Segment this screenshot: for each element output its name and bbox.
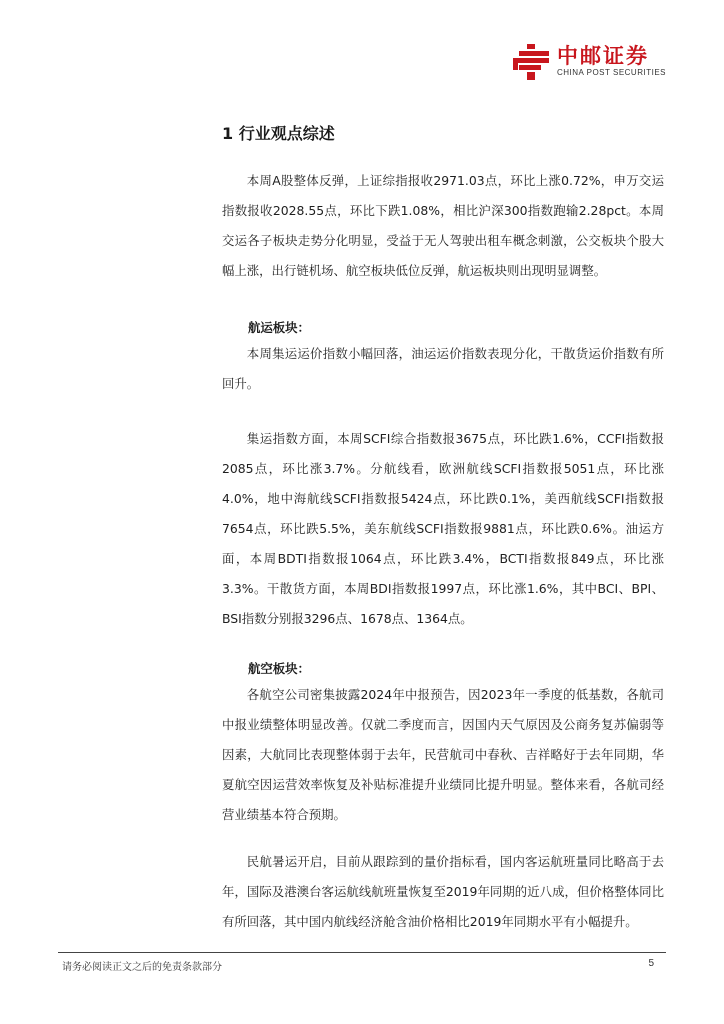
intro-paragraph — [222, 166, 664, 286]
shipping-heading: 航运板块： — [248, 320, 310, 335]
shipping-text-1: 本周集运运价指数小幅回落，油运运价指数表现分化，干散货运价指数有所回升。 — [222, 346, 664, 391]
brand-name-cn: 中邮证券 — [556, 44, 649, 68]
brand-name-en: CHINA POST SECURITIES — [556, 68, 666, 77]
aviation-paragraph-2 — [222, 847, 664, 937]
brand-logo — [513, 44, 666, 80]
shipping-paragraph-1 — [222, 339, 664, 399]
shipping-paragraph-2 — [222, 424, 664, 634]
aviation-paragraph-1 — [222, 680, 664, 830]
footer-divider — [58, 952, 666, 953]
footer-disclaimer: 请务必阅读正文之后的免责条款部分 — [62, 962, 222, 973]
section-title: 1 行业观点综述 — [222, 124, 335, 143]
china-post-logo-icon — [513, 44, 553, 80]
page-number: 5 — [648, 958, 654, 969]
aviation-heading: 航空板块： — [248, 661, 310, 676]
aviation-text-1: 各航空公司密集披露2024年中报预告，因2023年一季度的低基数，各航司中报业绩整体明显改善。仅就二季度而言，因国内天气原因及公商务复苏偏弱等因素，大航同比表现整体弱于去年，民营航司中春秋、吉祥略好于去年同期，华夏航空因运营效率恢复及补贴标准提升业绩同比提升明显。整体来看，各航司经营业绩基本符合预期。 — [222, 687, 664, 822]
aviation-text-2: 民航暑运开启，目前从跟踪到的量价指标看，国内客运航班量同比略高于去年，国际及港澳台客运航线航班量恢复至2019年同期的近八成，但价格整体同比有所回落，其中国内航线经济舱含油价格相比2019年同期水平有小幅提升。 — [222, 854, 664, 929]
intro-text: 本周A股整体反弹，上证综指报收2971.03点，环比上涨0.72%，申万交运指数报收2028.55点，环比下跌1.08%，相比沪深300指数跑输2.28pct。本周交运各子板块走势分化明显，受益于无人驾驶出租车概念刺激，公交板块个股大幅上涨，出行链机场、航空板块低位反弹，航运板块则出现明显调整。 — [222, 173, 664, 278]
shipping-text-2: 集运指数方面，本周SCFI综合指数报3675点，环比跌1.6%，CCFI指数报2085点，环比涨3.7%。分航线看，欧洲航线SCFI指数报5051点，环比涨4.0%，地中海航线SCFI指数报5424点，环比跌0.1%，美西航线SCFI指数报7654点，环比跌5.5%，美东航线SCFI指数报9881点，环比跌0.6%。油运方面，本周BDTI指数报1064点，环比跌3.4%，BCTI指数报849点，环比涨3.3%。干散货方面，本周BDI指数报1997点，环比涨1.6%，其中BCI、BPI、BSI指数分别报3296点、1678点、1364点。 — [222, 431, 664, 626]
